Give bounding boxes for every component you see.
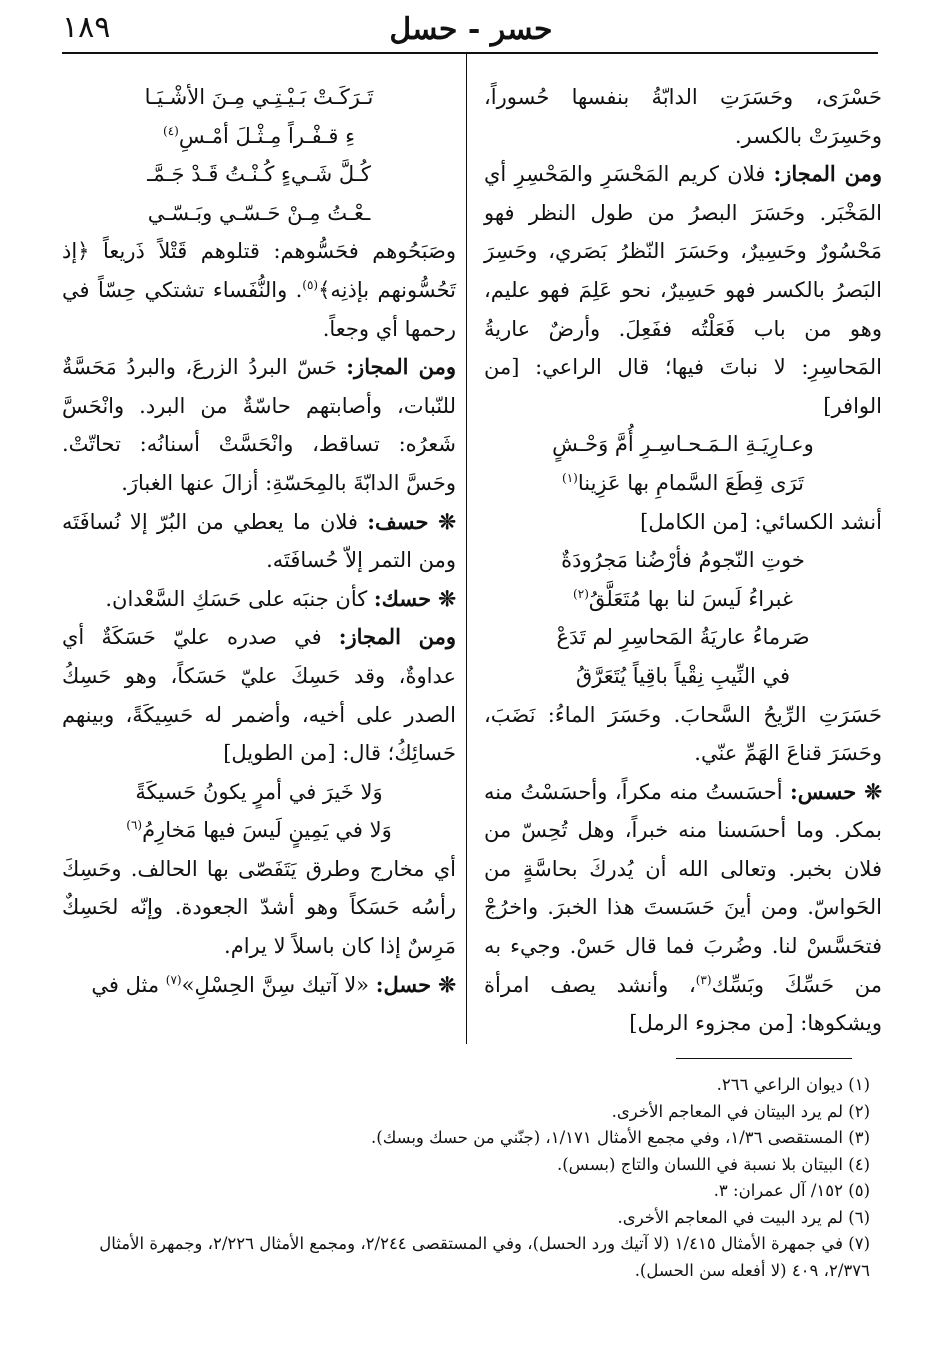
paragraph-text: . والنُّفَساء تشتكي حِسّاً في رحمها أي وجعاً. <box>62 277 456 341</box>
subheading: ومن المجاز: <box>338 624 456 650</box>
column-divider <box>466 54 467 1044</box>
footnote: (١) ديوان الراعي ٢٦٦. <box>716 1075 870 1094</box>
footnote-marker: (٧) <box>165 972 182 987</box>
footnote: (٦) لم يرد البيت في المعاجم الأخرى. <box>617 1207 870 1227</box>
entry-heading: ❊ حسف: <box>367 508 456 534</box>
verse-text: تَرَى قِطَعَ السَّمامِ بها عَزِينا <box>577 470 804 495</box>
paragraph <box>484 773 882 1043</box>
verse-line: صَرماءُ عاريَةُ المَحاسِرِ لم تَدَعْ <box>556 625 810 650</box>
verse-line <box>62 811 456 850</box>
paragraph: أي مخارج وطرق يَتَفَصّى بها الحالف. وحَسِكَ رأسُه حَسَكاً وهو أشدّ الجعودة. وإنّه لحَسِكٌ مَرِسٌ إذا كان باسلاً لا يرام. <box>62 856 456 959</box>
verse-text: وَلا في يَمِينٍ لَيسَ فيها مَخارِمُ <box>142 818 392 843</box>
verse-line <box>484 580 882 619</box>
paragraph <box>62 618 456 772</box>
paragraph: حَسَرَتِ الرِّيحُ السَّحابَ. وحَسَرَ الماءُ: نَضَبَ، وحَسَرَ قناعَ الهَمِّ عنّي. <box>484 702 882 766</box>
subheading: ومن المجاز: <box>346 354 456 380</box>
paragraph <box>62 580 456 619</box>
paragraph-text: «لا آتيك سِنَّ الحِسْلِ» <box>181 972 370 997</box>
entry-heading: ❊ حسل: <box>375 971 456 997</box>
verse-line: في النِّيبِ نِقْياً باقِياً يُتَعَرَّقُ <box>575 663 791 688</box>
footnote-marker: (٦) <box>126 818 143 833</box>
footnote: (٤) البيتان بلا نسبة في اللسان والتاج (بسس). <box>556 1154 870 1174</box>
footnote-marker: (٤) <box>163 123 179 138</box>
left-column <box>62 78 456 1004</box>
paragraph <box>62 232 456 348</box>
verse-text: غبراءُ لَيسَ لنا بها مُتَعَلَّقُ <box>588 586 793 611</box>
footnotes <box>62 1072 870 1284</box>
verse-line <box>484 464 882 503</box>
paragraph-text: ، وأنشد يصف امرأة ويشكوها: [من مجزوء الرمل] <box>484 972 882 1036</box>
paragraph-text: فلان كريم المَحْسَرِ والمَحْسِرِ أي المَخْبَر. وحَسَرَ البصرُ من طول النظر فهو مَحْسُورٌ وحَسِيرٌ، وحَسَرَ النّظرُ بَصَري، وحَسِرَ البَصرُ بالكسر فهو حَسِيرٌ، نحو عَلِمَ فهو عليم، وهو من باب فَعَلْتُه ففَعِلَ. وأرضٌ عاريةُ المَحاسِرِ: لا نباتَ فيها؛ قال الراعي: [من الوافر] <box>484 162 882 418</box>
verse-line: وَلا خَيرَ في أمرٍ يكونُ حَسيكَةً <box>135 779 383 804</box>
verse-line: خوتِ النّجومُ فأرْضُنا مَجرُودَةٌ <box>561 548 805 573</box>
verse-line <box>62 117 456 156</box>
footnote: (٣) المستقصى ١/٣٦، وفي مجمع الأمثال ١/١٧١، (جنّني من حسك وبسك). <box>371 1128 870 1147</box>
verse-line: ـعْـتُ مِـنْ حَـسّـي وبَـسّـي <box>147 200 371 225</box>
paragraph-text: مثل في <box>91 972 166 997</box>
paragraph-text: فلان ما يعطي من البُرّ إلا نُسافَتَه ومن التمر إلاّ حُسافَتَه. <box>62 509 456 573</box>
entry-heading: ❊ حسك: <box>373 585 456 611</box>
page-title: حسر - حسل <box>389 12 553 47</box>
right-column <box>484 78 882 1043</box>
verse-line: كُـلَّ شَـيءٍ كُـنْـتُ قَـدْ جَـمَّـ <box>147 162 371 187</box>
footnote-rule <box>676 1058 852 1059</box>
footnote: (٧) في جمهرة الأمثال ١/٤١٥ (لا آتيك ورد الحسل)، وفي المستقصى ٢/٢٤٤، ومجمع الأمثال ٢/٢٢٦، وجمهرة الأمثال <box>99 1234 870 1253</box>
footnote-marker: (١) <box>562 470 578 485</box>
verse-line: تَـرَكَـتْ بَـيْـتِـي مِـنَ الأشْـيَـا <box>144 85 374 109</box>
verse-line: وعـارِيَـةِ الـمَـحـاسِـرِ أُمَّ وَحْـشٍ <box>552 432 814 457</box>
paragraph <box>62 966 456 1005</box>
footnote-marker: (٥) <box>302 277 319 292</box>
paragraph <box>62 503 456 580</box>
header-rule <box>62 52 878 54</box>
paragraph <box>62 348 456 502</box>
paragraph-text: أحسَستُ منه مكراً، وأحسَسْتُ منه بمكر. وما أحسَسنا منه خبراً، وهل تُحِسّ من فلان بخبر. وتعالى الله أن يُدركَ بحاسَّةٍ من الحَواسّ. ومن أينَ حَسَستَ هذا الخبرَ. واخرُجْ فتحَسَّسْ لنا. وضُربَ فما قال حَسْ. وجيء به من حَسِّكَ وبَسِّك <box>484 779 883 997</box>
paragraph: أنشد الكسائي: [من الكامل] <box>640 509 882 534</box>
paragraph-text: كأن جنبَه على حَسَكِ السَّعْدان. <box>105 586 368 611</box>
subheading: ومن المجاز: <box>773 161 882 187</box>
footnote: (٢) لم يرد البيتان في المعاجم الأخرى. <box>611 1101 870 1121</box>
paragraph-text: حَسّ البردُ الزرعَ، والبردُ مَحَسَّةٌ للنّبات، وأصابتهم حاسّةٌ من البرد. وانْحَسَّ شَعرُه: تساقط، وانْحَسَّتْ أسنانُه: تحاتّتْ. وحَسَّ الدابّةَ بالمِحَسّةِ: أزالَ عنها الغبارَ. <box>62 355 456 495</box>
paragraph-text: وصَبَحُوهم فحَسُّوهم: قتلوهم قَتْلاً ذَريعاً ﴿إذ تَحُسُّونهم بإذنِه﴾ <box>62 239 456 302</box>
paragraph-text: في صدره عليّ حَسَكَةٌ أي عداوةٌ، وقد حَسِكَ عليّ حَسَكاً، وهو حَسِكُ الصدر على أخيه، وأضمر له حَسِيكَةً، وبينهم حَسائِكُ؛ قال: [من الطويل] <box>62 625 456 766</box>
footnote-marker: (٣) <box>695 972 712 987</box>
verse-text: ءِ قـفْـراً مِـثْـلَ أمْـسِ <box>178 123 355 148</box>
footnote: (٥) ١٥٢/ آل عمران: ٣. <box>713 1181 870 1200</box>
paragraph: حَسْرَى، وحَسَرَتِ الدابّةُ بنفسها حُسوراً، وحَسِرَتْ بالكسر. <box>484 85 882 148</box>
footnote: ٢/٣٧٦، ٤٠٩ (لا أفعله سن الحسل). <box>634 1260 870 1280</box>
paragraph <box>484 155 882 425</box>
entry-heading: ❊ حسس: <box>790 778 882 804</box>
page-number: ١٨٩ <box>62 10 111 45</box>
footnote-marker: (٢) <box>573 586 589 601</box>
